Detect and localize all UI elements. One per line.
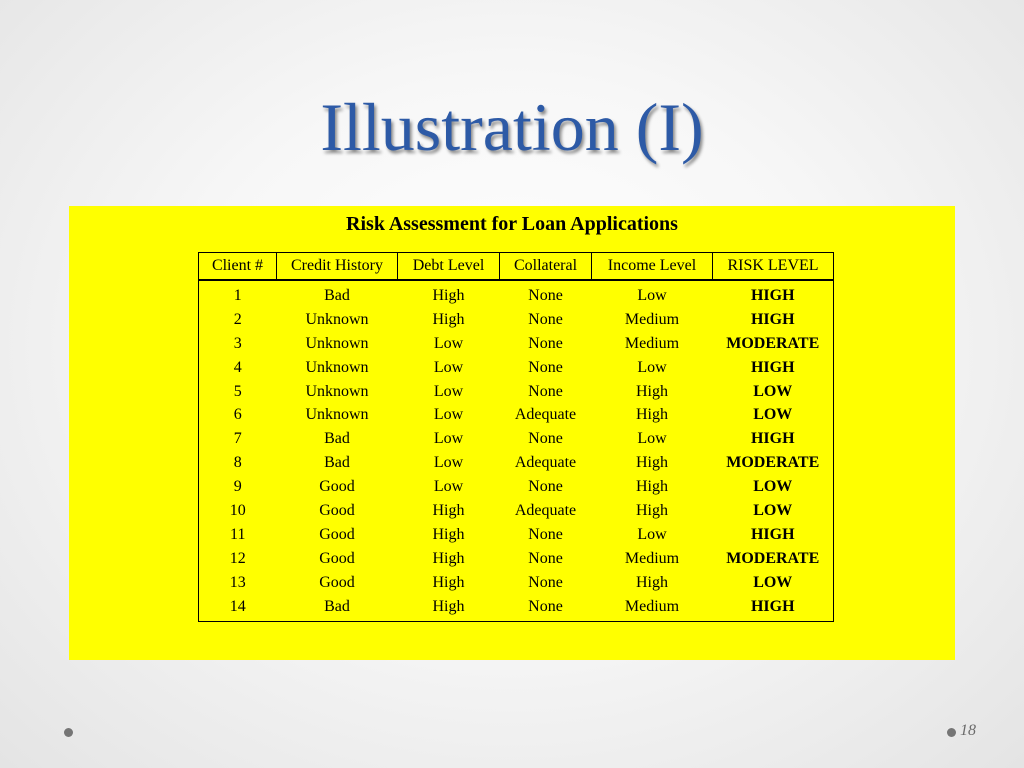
debt-level-cell: High (432, 286, 465, 304)
income-level-cell: High (636, 454, 668, 472)
left-bullet-dot (64, 728, 73, 737)
risk-level-cell: MODERATE (726, 334, 820, 352)
debt-level-cell: Low (433, 334, 464, 352)
header-client: Client # (199, 253, 277, 281)
table-row (199, 499, 834, 523)
credit-history-cell: Good (319, 501, 355, 519)
client-cell: 11 (230, 525, 246, 543)
credit-history-cell: Unknown (305, 310, 369, 328)
credit-history-cell: Good (319, 573, 355, 591)
header-collateral: Collateral (500, 253, 592, 281)
risk-level-cell: MODERATE (726, 549, 820, 567)
income-level-cell: Low (637, 525, 667, 543)
credit-history-cell: Bad (324, 454, 350, 472)
debt-level-cell: High (432, 525, 465, 543)
client-cell: 5 (233, 382, 242, 400)
income-level-cell: High (636, 406, 668, 424)
debt-level-cell: Low (433, 382, 464, 400)
risk-level-cell: LOW (753, 382, 793, 400)
client-cell: 2 (233, 310, 242, 328)
credit-history-cell: Unknown (305, 406, 369, 424)
collateral-cell: None (528, 334, 563, 352)
income-level-cell: High (636, 382, 668, 400)
collateral-cell: None (528, 286, 563, 304)
risk-level-cell: HIGH (750, 358, 795, 376)
collateral-cell: None (528, 478, 563, 496)
credit-history-cell: Unknown (305, 334, 369, 352)
collateral-cell: Adequate (514, 454, 577, 472)
collateral-cell: None (528, 549, 563, 567)
table-row (199, 451, 834, 475)
credit-history-cell: Unknown (305, 382, 369, 400)
debt-level-cell: High (432, 597, 465, 615)
risk-assessment-table (198, 252, 834, 622)
credit-history-cell: Unknown (305, 358, 369, 376)
risk-level-cell: LOW (753, 406, 793, 424)
collateral-cell: None (528, 573, 563, 591)
credit-history-cell: Good (319, 549, 355, 567)
table-row (199, 475, 834, 499)
table-row (199, 380, 834, 404)
collateral-cell: None (528, 310, 563, 328)
credit-history-cell: Bad (324, 597, 350, 615)
debt-level-cell: High (432, 573, 465, 591)
credit-history-cell: Bad (324, 286, 350, 304)
debt-level-cell: Low (433, 358, 464, 376)
risk-level-cell: LOW (753, 501, 793, 519)
income-level-cell: Medium (624, 549, 680, 567)
client-cell: 10 (229, 501, 246, 519)
income-level-cell: High (636, 478, 668, 496)
income-level-cell: Low (637, 358, 667, 376)
income-level-cell: Low (637, 430, 667, 448)
client-cell: 13 (229, 573, 246, 591)
table-caption: Risk Assessment for Loan Applications (346, 213, 678, 235)
credit-history-cell: Bad (324, 430, 350, 448)
collateral-cell: Adequate (514, 406, 577, 424)
income-level-cell: Medium (624, 597, 680, 615)
credit-history-cell: Good (319, 525, 355, 543)
table-row (199, 571, 834, 595)
collateral-cell: None (528, 382, 563, 400)
debt-level-cell: High (432, 310, 465, 328)
header-income-level: Income Level (592, 253, 713, 281)
client-cell: 8 (233, 454, 242, 472)
client-cell: 1 (233, 286, 242, 304)
risk-level-cell: HIGH (750, 525, 795, 543)
risk-level-cell: LOW (753, 478, 793, 496)
debt-level-cell: Low (433, 478, 464, 496)
debt-level-cell: High (432, 501, 465, 519)
table-panel (69, 206, 955, 660)
table-row (199, 332, 834, 356)
table-header-row (199, 253, 834, 281)
income-level-cell: High (636, 501, 668, 519)
table-body (199, 280, 834, 622)
table-row (199, 280, 834, 308)
page-number: 18 (960, 722, 976, 739)
collateral-cell: None (528, 430, 563, 448)
header-risk-level: RISK LEVEL (713, 253, 834, 281)
debt-level-cell: Low (433, 454, 464, 472)
table-row (199, 427, 834, 451)
collateral-cell: None (528, 358, 563, 376)
client-cell: 3 (233, 334, 242, 352)
income-level-cell: Medium (624, 310, 680, 328)
table-row (199, 356, 834, 380)
credit-history-cell: Good (319, 478, 355, 496)
risk-level-cell: LOW (753, 573, 793, 591)
risk-level-cell: MODERATE (726, 454, 820, 472)
client-cell: 9 (233, 478, 242, 496)
income-level-cell: High (636, 573, 668, 591)
risk-level-cell: HIGH (750, 286, 795, 304)
client-cell: 4 (233, 358, 242, 376)
client-cell: 12 (229, 549, 246, 567)
risk-level-cell: HIGH (750, 310, 795, 328)
table-row (199, 523, 834, 547)
debt-level-cell: High (432, 549, 465, 567)
table-row (199, 595, 834, 622)
client-cell: 7 (233, 430, 242, 448)
debt-level-cell: Low (433, 406, 464, 424)
client-cell: 6 (233, 406, 242, 424)
right-bullet-dot (947, 728, 956, 737)
risk-level-cell: HIGH (750, 597, 795, 615)
table-row (199, 403, 834, 427)
income-level-cell: Medium (624, 334, 680, 352)
slide-title: Illustration (I) (320, 89, 704, 165)
collateral-cell: None (528, 525, 563, 543)
table-row (199, 308, 834, 332)
income-level-cell: Low (637, 286, 667, 304)
collateral-cell: None (528, 597, 563, 615)
risk-level-cell: HIGH (750, 430, 795, 448)
client-cell: 14 (229, 597, 246, 615)
debt-level-cell: Low (433, 430, 464, 448)
table-row (199, 547, 834, 571)
collateral-cell: Adequate (514, 501, 577, 519)
header-credit-history: Credit History (277, 253, 398, 281)
header-debt-level: Debt Level (398, 253, 500, 281)
